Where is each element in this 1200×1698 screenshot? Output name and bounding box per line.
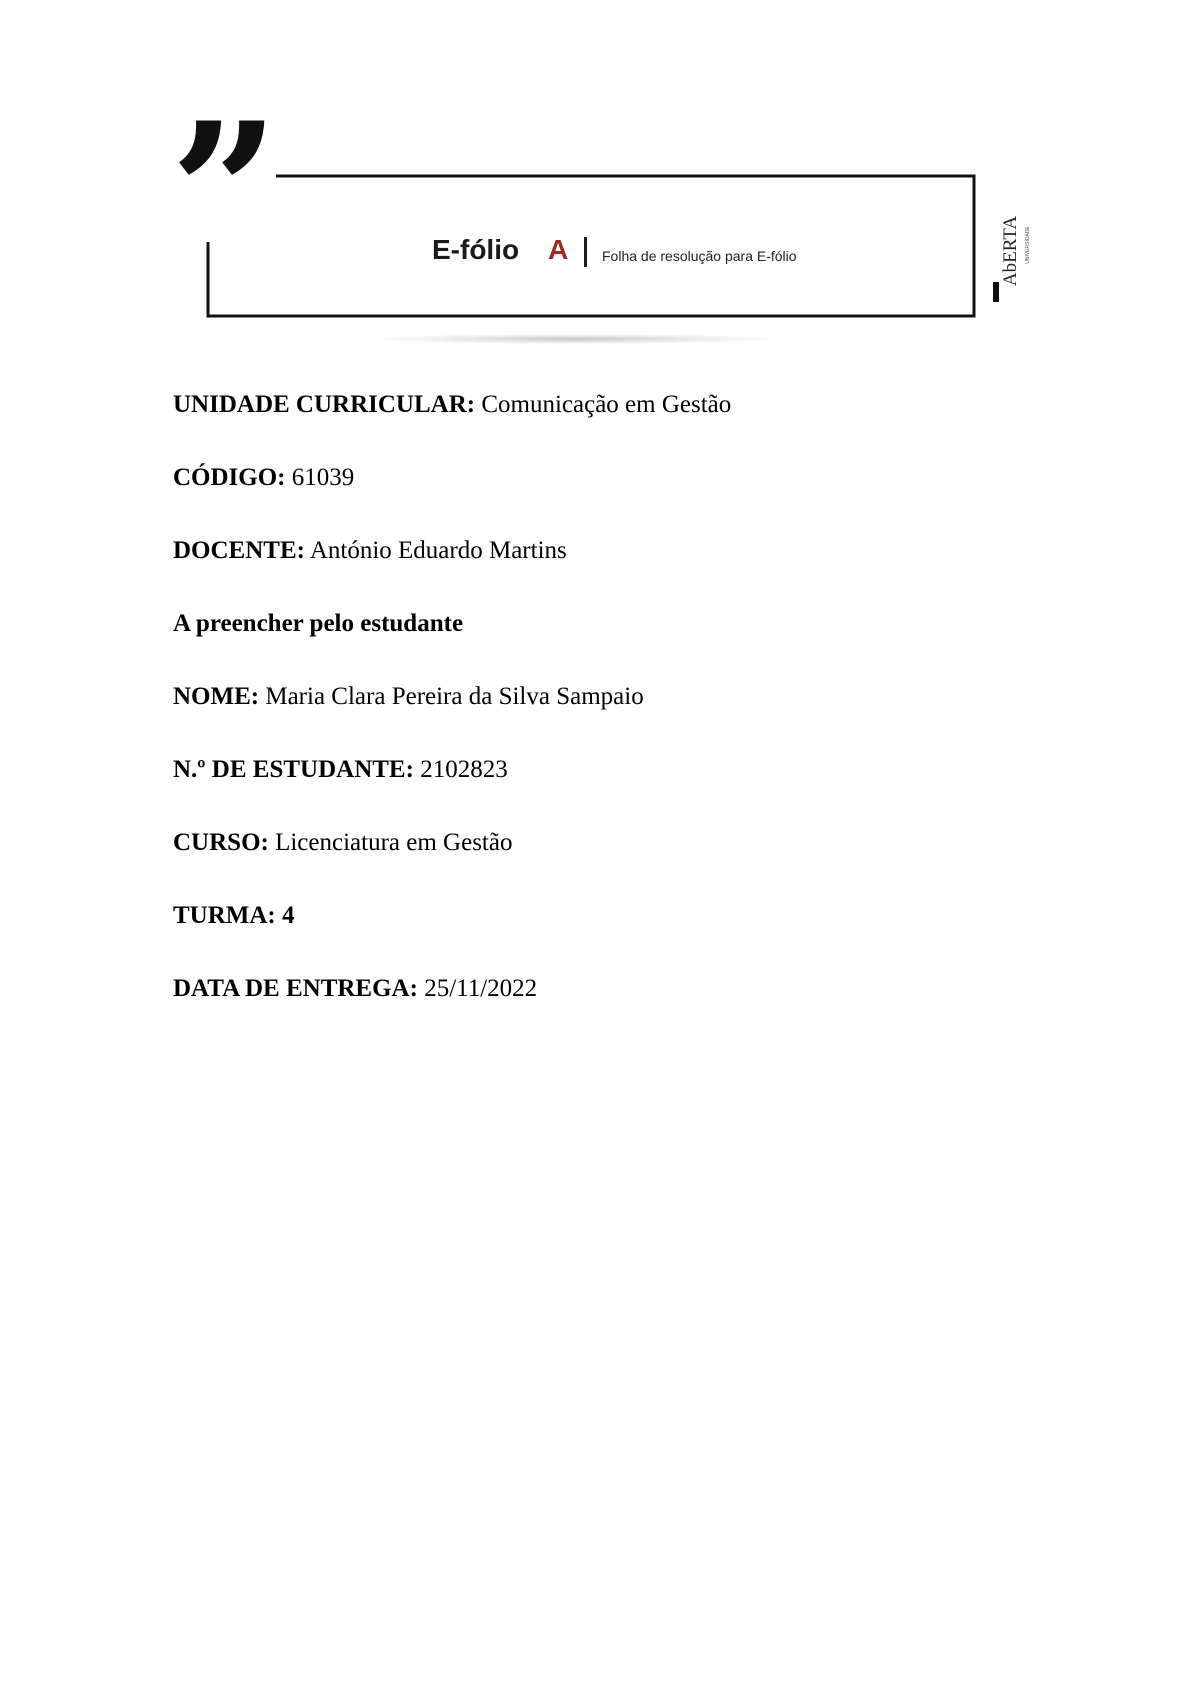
field-value: 25/11/2022 — [424, 975, 538, 1002]
field-curso — [173, 828, 1073, 858]
field-data-entrega — [173, 974, 1073, 1004]
efolio-title: E-fólio — [432, 234, 520, 265]
field-label: DATA DE ENTREGA: — [173, 975, 418, 1002]
logo-text: AbERTA — [1000, 215, 1021, 287]
efolio-title-letter: A — [548, 234, 569, 265]
field-label: UNIDADE CURRICULAR: — [173, 391, 476, 418]
banner-shadow — [380, 334, 770, 344]
banner-frame — [206, 174, 976, 318]
university-logo — [990, 215, 1031, 318]
logo-small-text: UNIVERSIDADE — [1025, 226, 1031, 264]
section-heading-estudante — [173, 609, 1073, 639]
field-numero-estudante — [173, 755, 1073, 785]
section-heading: A preencher pelo estudante — [173, 610, 464, 637]
field-label: TURMA: 4 — [173, 902, 295, 929]
field-value: Licenciatura em Gestão — [275, 829, 513, 856]
field-value: 2102823 — [420, 756, 508, 783]
logo-bar-icon — [993, 282, 999, 302]
quote-mark-icon: ” — [170, 81, 268, 304]
field-value: Maria Clara Pereira da Silva Sampaio — [265, 683, 644, 710]
field-docente — [173, 536, 1073, 566]
field-label: CURSO: — [173, 829, 269, 856]
field-label: NOME: — [173, 683, 260, 710]
field-turma — [173, 901, 1073, 931]
title-separator — [584, 237, 587, 267]
field-unidade-curricular — [173, 390, 1073, 420]
field-label: N.º DE ESTUDANTE: — [173, 756, 414, 783]
field-label: CÓDIGO: — [173, 464, 286, 491]
field-value: Comunicação em Gestão — [481, 391, 732, 418]
efolio-subtitle: Folha de resolução para E-fólio — [602, 248, 797, 264]
student-info — [173, 390, 1073, 1047]
field-value: 61039 — [291, 464, 355, 491]
field-value: António Eduardo Martins — [309, 537, 567, 564]
efolio-header-banner — [170, 81, 1040, 350]
field-nome — [173, 682, 1073, 712]
field-codigo — [173, 463, 1073, 493]
field-label: DOCENTE: — [173, 537, 305, 564]
